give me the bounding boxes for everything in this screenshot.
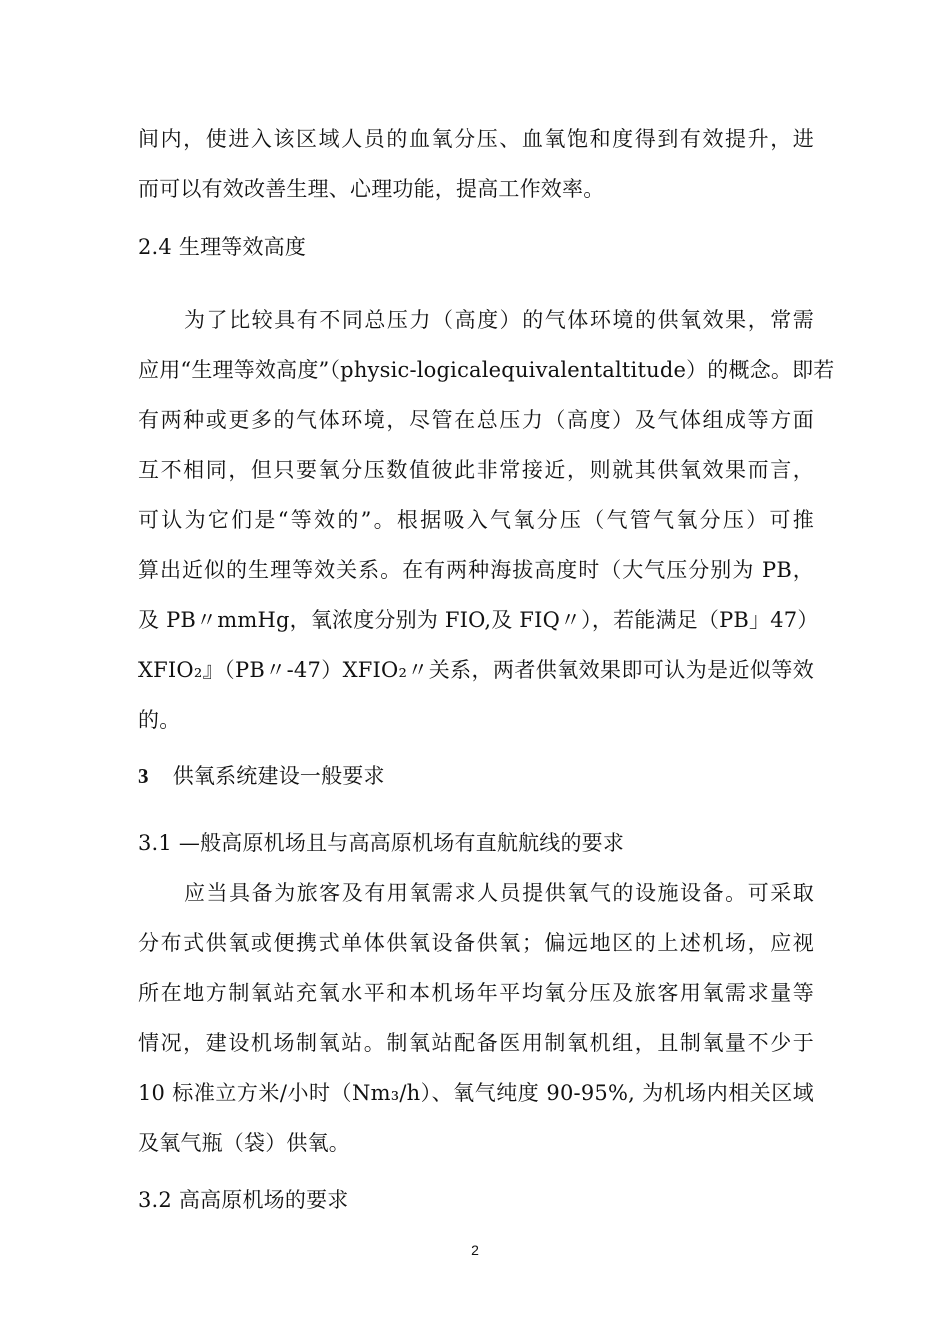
paragraph-line: 及氧气瓶（袋）供氧。 (138, 1131, 350, 1155)
paragraph-line: 所在地方制氧站充氧水平和本机场年平均氧分压及旅客用氧需求量等 (138, 981, 814, 1005)
paragraph-line: 应用“生理等效高度”（physic-logicalequivalentaltitude）的概念。即若 (138, 358, 835, 382)
paragraph-line: 有两种或更多的气体环境，尽管在总压力（高度）及气体组成等方面 (138, 408, 814, 432)
paragraph-line: 可认为它们是“等效的”。根据吸入气氧分压（气管气氧分压）可推 (138, 508, 814, 532)
section-heading-3 (138, 762, 385, 790)
paragraph-line: 算出近似的生理等效关系。在有两种海拔高度时（大气压分别为 PB， (138, 558, 814, 582)
paragraph-line: 的。 (138, 708, 181, 732)
paragraph-line: 10 标准立方米/小时（Nm₃/h）、氧气纯度 90-95%, 为机场内相关区域 (138, 1081, 814, 1105)
page-number: 2 (471, 1242, 479, 1258)
section-number: 3 (138, 764, 149, 788)
section-title: 供氧系统建设一般要求 (172, 764, 385, 788)
paragraph-line: 互不相同，但只要氧分压数值彼此非常接近，则就其供氧效果而言， (138, 458, 814, 482)
paragraph-line: 情况，建设机场制氧站。制氧站配备医用制氧机组，且制氧量不少于 (138, 1031, 814, 1055)
section-heading-3-1: 3.1 —般高原机场且与高高原机场有直航航线的要求 (138, 831, 625, 855)
section-heading-3-2: 3.2 高高原机场的要求 (138, 1188, 349, 1212)
paragraph-line: 及 PB〃mmHg，氧浓度分别为 FIO,及 FIQ〃），若能满足（PB」47） (138, 608, 819, 632)
section-heading-2-4: 2.4 生理等效高度 (138, 235, 307, 259)
paragraph-line: 分布式供氧或便携式单体供氧设备供氧；偏远地区的上述机场，应视 (138, 931, 814, 955)
paragraph-line: XFIO₂』（PB〃-47）XFIO₂〃关系，两者供氧效果即可认为是近似等效 (138, 658, 814, 682)
paragraph-line: 为了比较具有不同总压力（高度）的气体环境的供氧效果，常需 (184, 308, 814, 332)
paragraph-line: 间内，使进入该区域人员的血氧分压、血氧饱和度得到有效提升，进 (138, 127, 814, 151)
paragraph-line: 而可以有效改善生理、心理功能，提高工作效率。 (138, 177, 605, 201)
paragraph-line: 应当具备为旅客及有用氧需求人员提供氧气的设施设备。可采取 (184, 881, 814, 905)
